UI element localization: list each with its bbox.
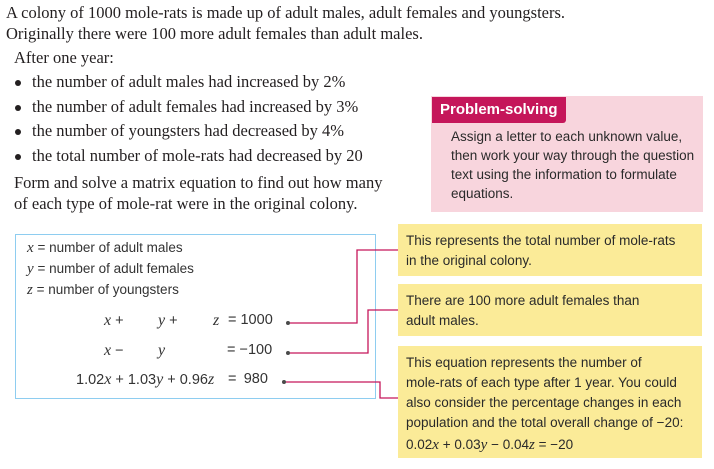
equation-1-term-z: z	[213, 312, 220, 329]
equation-1-rhs: = 1000	[228, 312, 273, 328]
question-task-line1: Form and solve a matrix equation to find out how many	[14, 173, 383, 192]
question-intro-line2: Originally there were 100 more adult females than adult males.	[6, 24, 423, 43]
bullet-item: the number of adult females had increased by 3%	[14, 95, 363, 120]
problem-solving-line: then work your way through the question	[451, 148, 695, 163]
equation-2-term-y: y	[158, 342, 166, 359]
equation-1-term-y: y +	[158, 312, 178, 329]
bullet-item: the total number of mole-rats had decreased by 20	[14, 144, 363, 169]
equation-2-rhs: = −100	[227, 342, 273, 358]
problem-solving-line: Assign a letter to each unknown value,	[451, 129, 683, 144]
bullet-item: the number of youngsters had decreased by 4%	[14, 119, 363, 144]
note-difference-text: There are 100 more adult females than adult males.	[406, 293, 640, 328]
connector-line-after-year	[286, 382, 398, 398]
connector-line-total	[290, 250, 398, 323]
connector-line-difference	[290, 310, 398, 353]
variable-definition-x: x = number of adult males	[27, 240, 183, 256]
problem-solving-line: equations.	[451, 186, 514, 201]
question-after-heading: After one year:	[14, 48, 114, 67]
equation-2-term-x: x −	[104, 342, 124, 359]
problem-solving-line: text using the information to formulate	[451, 167, 677, 182]
note-after-year-equation: 0.02x + 0.03y − 0.04z = −20	[406, 437, 574, 453]
equation-1-term-x: x +	[104, 312, 124, 329]
problem-solving-title: Problem-solving	[432, 97, 566, 123]
variable-definition-z: z = number of youngsters	[27, 282, 179, 298]
variable-definition-y: y = number of adult females	[27, 261, 194, 277]
equation-3-rhs: = 980	[228, 371, 268, 387]
bullet-item: the number of adult males had increased by 2%	[14, 70, 363, 95]
equation-3-lhs: 1.02x + 1.03y + 0.96z	[76, 371, 215, 388]
note-after-year-text: This equation represents the number of mole-rats of each type after 1 year. You could also consider the percentage changes in each population and the total overall change of −20: 0.02x + 0.03y − 0.04z = −20	[406, 353, 702, 455]
question-intro-line1: A colony of 1000 mole-rats is made up of adult males, adult females and youngsters.	[6, 3, 566, 22]
question-task-line2: of each type of mole-rat were in the original colony.	[14, 194, 358, 213]
note-total-text: This represents the total number of mole-rats in the original colony.	[406, 233, 676, 268]
